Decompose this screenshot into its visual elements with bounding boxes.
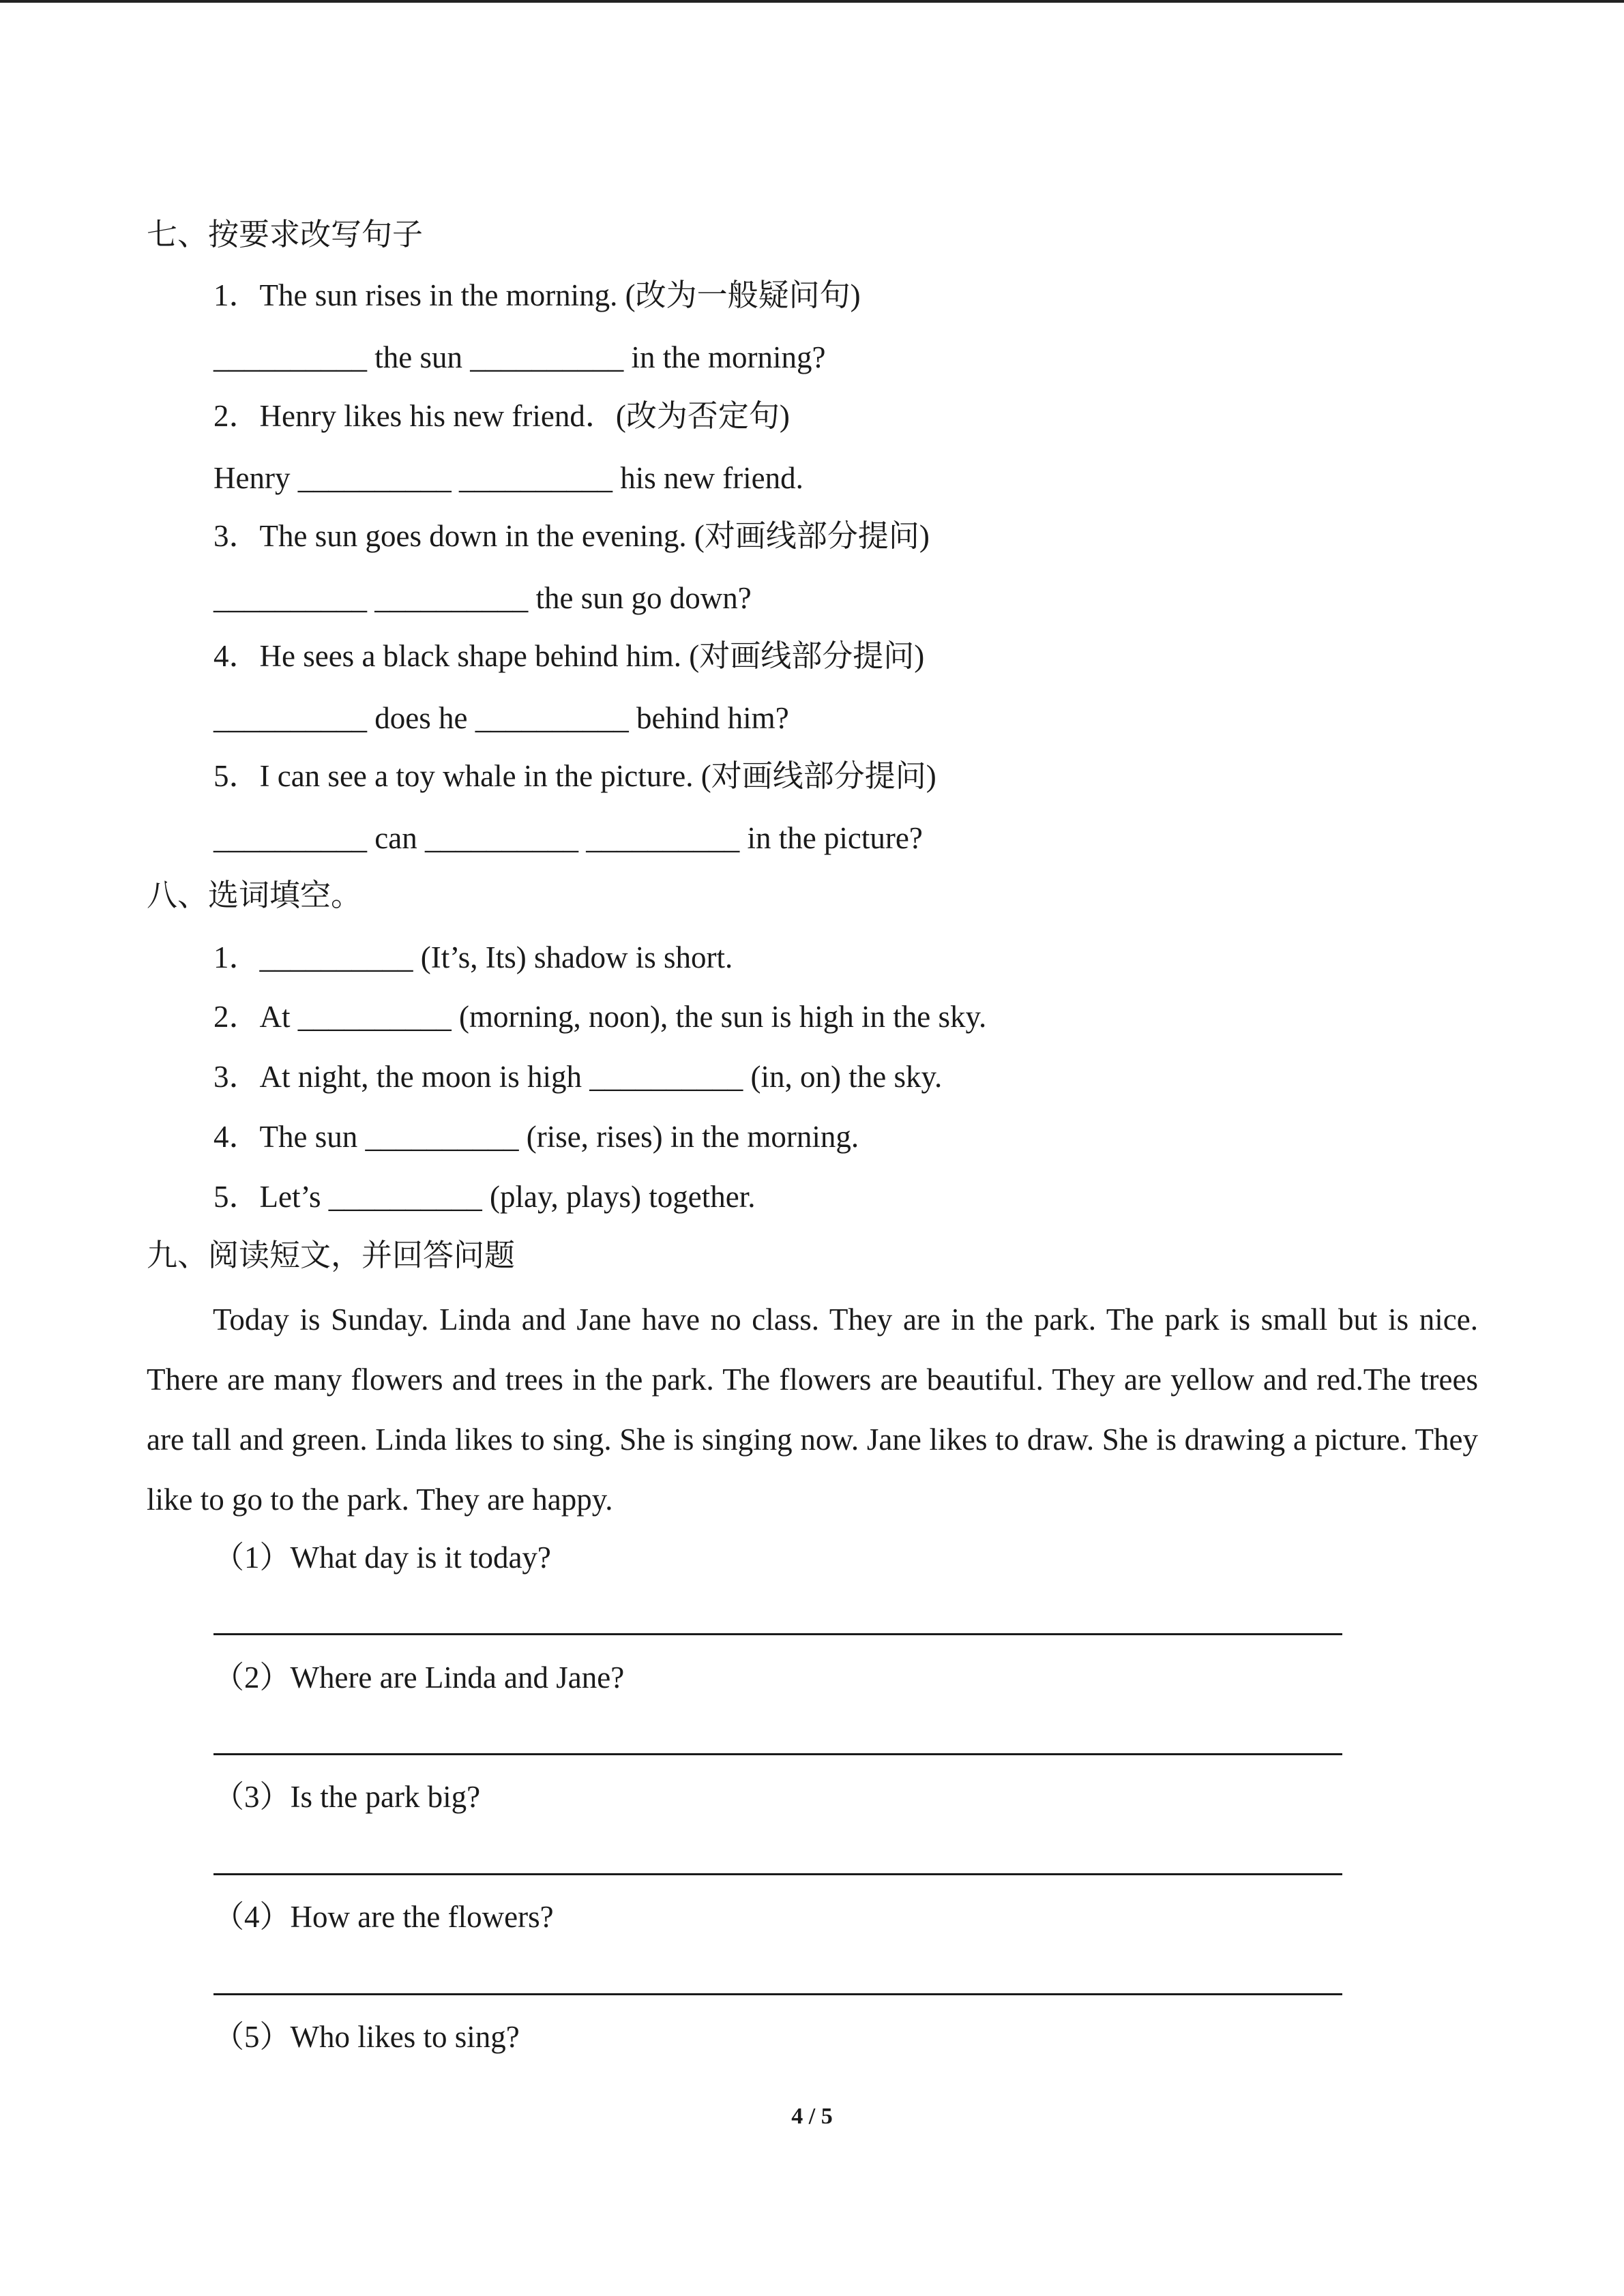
section-9-question-4: （4）How are the flowers?	[213, 1900, 554, 1934]
answer-line-2[interactable]	[213, 1753, 1342, 1755]
section-7-question-3: 3．The sun goes down in the evening. (对画线部分提问)	[213, 519, 930, 553]
section-8-title: 八、选词填空。	[147, 878, 362, 912]
section-7-answer-4: __________ does he __________ behind him?	[213, 701, 789, 735]
section-9-question-1: （1）What day is it today?	[213, 1540, 551, 1575]
section-7-title: 七、按要求改写句子	[147, 218, 424, 252]
section-7-question-5: 5．I can see a toy whale in the picture. (对画线部分提问)	[213, 759, 936, 793]
section-8-question-5: 5．Let’s __________ (play, plays) together.	[213, 1180, 756, 1214]
section-7-answer-2: Henry __________ __________ his new friend.	[213, 461, 803, 495]
section-7-question-1: 1．The sun rises in the morning. (改为一般疑问句)	[213, 278, 861, 312]
section-9-title: 九、阅读短文，并回答问题	[147, 1238, 516, 1272]
section-9-question-2: （2）Where are Linda and Jane?	[213, 1660, 625, 1695]
section-8-question-1: 1．__________ (It’s, Its) shadow is short.	[213, 940, 733, 974]
page-number: 4 / 5	[791, 2104, 833, 2129]
section-8-question-3: 3．At night, the moon is high __________ (in, on) the sky.	[213, 1060, 943, 1094]
section-7-answer-1: __________ the sun __________ in the morning?	[213, 340, 826, 374]
answer-line-4[interactable]	[213, 1993, 1342, 1995]
answer-line-3[interactable]	[213, 1873, 1342, 1875]
answer-line-1[interactable]	[213, 1633, 1342, 1635]
section-7-answer-5: __________ can __________ __________ in the picture?	[213, 821, 923, 855]
section-9-question-5: （5）Who likes to sing?	[213, 2020, 520, 2054]
section-9-question-3: （3）Is the park big?	[213, 1780, 481, 1814]
section-8-question-2: 2．At __________ (morning, noon), the sun is high in the sky.	[213, 1000, 987, 1034]
top-border	[0, 0, 1624, 3]
section-7-answer-3: __________ __________ the sun go down?	[213, 581, 752, 615]
section-7-question-4: 4．He sees a black shape behind him. (对画线部分提问)	[213, 639, 925, 673]
section-7-question-2: 2．Henry likes his new friend．(改为否定句)	[213, 399, 790, 433]
section-8-question-4: 4．The sun __________ (rise, rises) in the morning.	[213, 1120, 859, 1154]
reading-passage: Today is Sunday. Linda and Jane have no class. They are in the park. The park is small but is nice. There are many flowers and trees in the park. The flowers are beautiful. They are yellow and red.The trees are tall and green. Linda likes to sing. She is singing now. Jane likes to draw. She is drawing a picture. They like to go to the park. They are happy.	[147, 1302, 1478, 1517]
